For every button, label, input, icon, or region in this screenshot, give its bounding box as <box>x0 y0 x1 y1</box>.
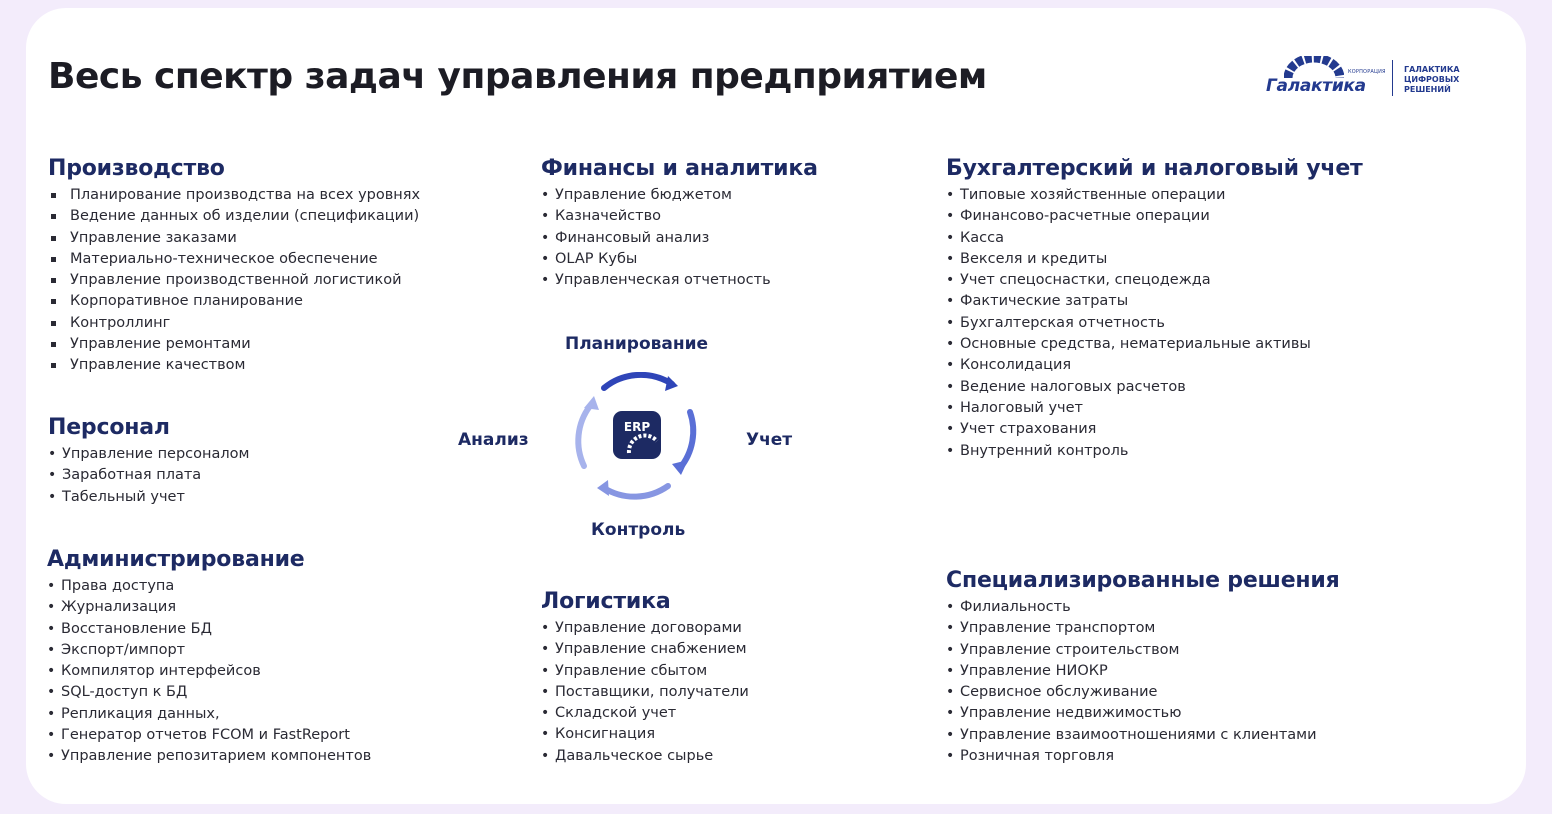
section-title: Производство <box>48 156 225 181</box>
list-item: Ведение данных об изделии (спецификации) <box>48 206 420 227</box>
list-item: • Типовые хозяйственные операции <box>946 185 1363 206</box>
item-list <box>946 597 1340 767</box>
item-list <box>47 576 371 768</box>
section-title: Финансы и аналитика <box>541 156 818 181</box>
section-title: Персонал <box>48 415 170 440</box>
erp-gauge-icon <box>613 411 661 459</box>
list-item: • Консолидация <box>946 355 1363 376</box>
logo-wordmark: Галактика <box>1266 76 1366 96</box>
section-logistics <box>541 589 749 767</box>
section-title: Логистика <box>541 589 671 614</box>
cycle-label-planning: Планирование <box>565 334 709 354</box>
item-list <box>541 618 749 767</box>
list-item: • Управление персоналом <box>48 444 249 465</box>
list-item: Управление ремонтами <box>48 334 420 355</box>
list-item: • Учет спецоснастки, спецодежда <box>946 270 1363 291</box>
list-item: Управление качеством <box>48 355 420 376</box>
item-list <box>541 185 818 291</box>
cycle-label-analysis: Анализ <box>458 430 529 450</box>
list-item: • Восстановление БД <box>47 619 371 640</box>
list-item: • Управленческая отчетность <box>541 270 818 291</box>
list-item: • SQL-доступ к БД <box>47 682 371 703</box>
list-item: • Ведение налоговых расчетов <box>946 377 1363 398</box>
item-list <box>48 185 420 377</box>
section-title: Специализированные решения <box>946 568 1340 593</box>
list-item: • Консигнация <box>541 724 749 745</box>
logo-corp-label: КОРПОРАЦИЯ <box>1348 69 1386 75</box>
logo-arc-icon <box>1284 56 1344 78</box>
list-item: • Розничная торговля <box>946 746 1340 767</box>
list-item: • Управление транспортом <box>946 618 1340 639</box>
list-item: • Внутренний контроль <box>946 441 1363 462</box>
list-item: Управление заказами <box>48 228 420 249</box>
list-item: • Сервисное обслуживание <box>946 682 1340 703</box>
section-admin <box>47 547 371 768</box>
list-item: Материально-техническое обеспечение <box>48 249 420 270</box>
list-item: • Складской учет <box>541 703 749 724</box>
list-item: • Фактические затраты <box>946 291 1363 312</box>
section-personnel <box>48 415 249 508</box>
list-item: • Филиальность <box>946 597 1340 618</box>
page-title: Весь спектр задач управления предприятием <box>48 56 987 97</box>
cycle-label-accounting: Учет <box>746 430 793 450</box>
list-item: Управление производственной логистикой <box>48 270 420 291</box>
list-item: • Касса <box>946 228 1363 249</box>
logo-tagline-line: РЕШЕНИЙ <box>1404 85 1451 94</box>
cycle-label-control: Контроль <box>591 520 686 540</box>
list-item: • Управление НИОКР <box>946 661 1340 682</box>
logo-tagline <box>1404 65 1464 95</box>
list-item: • Компилятор интерфейсов <box>47 661 371 682</box>
list-item: • Финансовый анализ <box>541 228 818 249</box>
list-item: Контроллинг <box>48 313 420 334</box>
list-item: • Казначейство <box>541 206 818 227</box>
erp-label: ERP <box>623 420 651 434</box>
list-item: • Бухгалтерская отчетность <box>946 313 1363 334</box>
section-accounting <box>946 156 1363 462</box>
list-item: • Управление бюджетом <box>541 185 818 206</box>
logo-tagline-line: ЦИФРОВЫХ <box>1404 75 1460 84</box>
list-item: • Векселя и кредиты <box>946 249 1363 270</box>
list-item: • Управление строительством <box>946 640 1340 661</box>
list-item: • Репликация данных, <box>47 704 371 725</box>
list-item: • OLAP Кубы <box>541 249 818 270</box>
list-item: Планирование производства на всех уровнях <box>48 185 420 206</box>
list-item: • Управление взаимоотношениями с клиентами <box>946 725 1340 746</box>
list-item: • Журнализация <box>47 597 371 618</box>
list-item: • Давальческое сырье <box>541 746 749 767</box>
section-finance <box>541 156 818 291</box>
list-item: • Генератор отчетов FCOM и FastReport <box>47 725 371 746</box>
item-list <box>48 444 249 508</box>
section-title: Администрирование <box>47 547 305 572</box>
list-item: • Экспорт/импорт <box>47 640 371 661</box>
list-item: • Заработная плата <box>48 465 249 486</box>
list-item: • Учет страхования <box>946 419 1363 440</box>
list-item: • Налоговый учет <box>946 398 1363 419</box>
item-list <box>946 185 1363 462</box>
list-item: • Управление репозитарием компонентов <box>47 746 371 767</box>
list-item: • Табельный учет <box>48 487 249 508</box>
list-item: • Управление сбытом <box>541 661 749 682</box>
section-special <box>946 568 1340 767</box>
logo-tagline-line: ГАЛАКТИКА <box>1404 65 1460 74</box>
company-logo[interactable] <box>1262 56 1462 100</box>
logo-divider <box>1392 60 1393 96</box>
list-item: • Финансово-расчетные операции <box>946 206 1363 227</box>
list-item: • Основные средства, нематериальные активы <box>946 334 1363 355</box>
list-item: • Права доступа <box>47 576 371 597</box>
list-item: • Управление недвижимостью <box>946 703 1340 724</box>
list-item: • Управление договорами <box>541 618 749 639</box>
section-title: Бухгалтерский и налоговый учет <box>946 156 1363 181</box>
erp-icon <box>613 411 661 459</box>
section-production <box>48 156 420 377</box>
list-item: • Управление снабжением <box>541 639 749 660</box>
list-item: Корпоративное планирование <box>48 291 420 312</box>
list-item: • Поставщики, получатели <box>541 682 749 703</box>
